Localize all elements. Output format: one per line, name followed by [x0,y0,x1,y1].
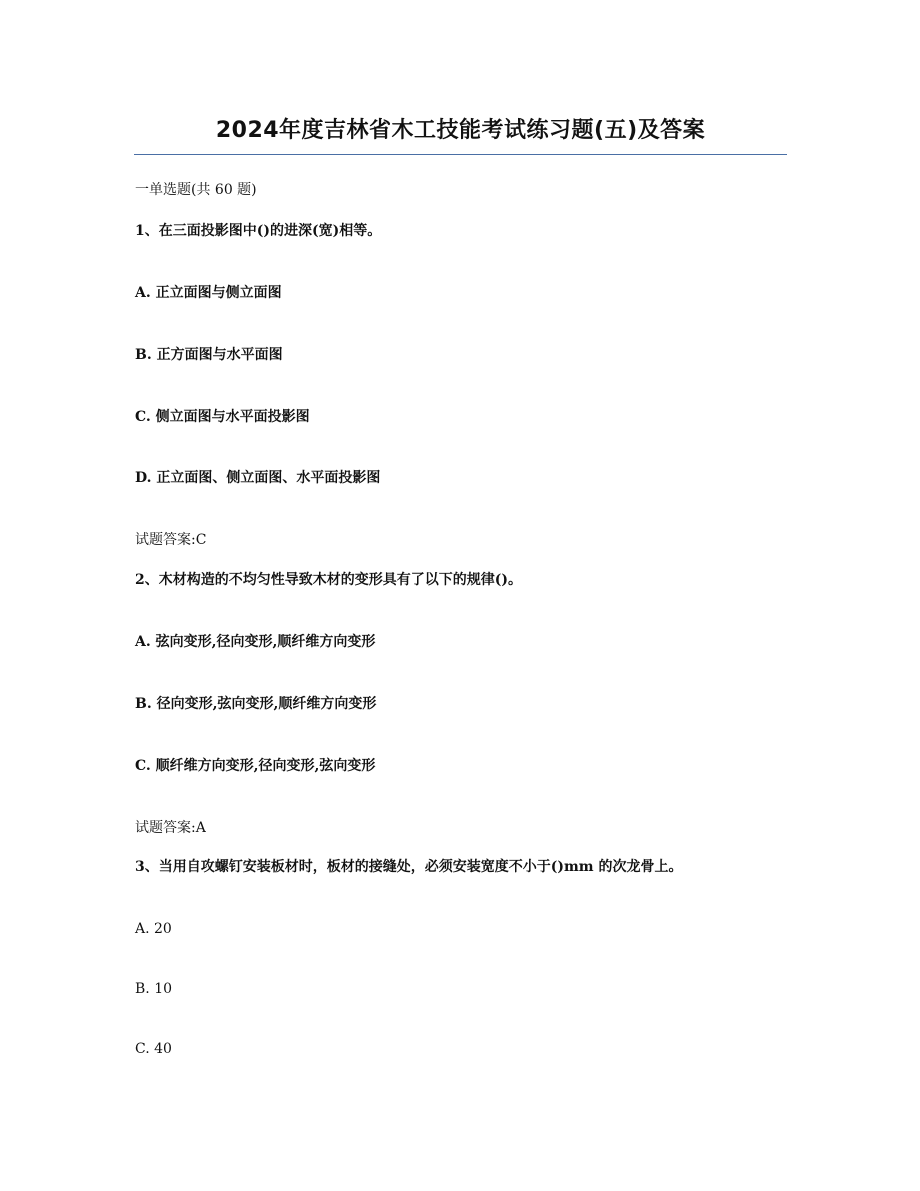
question-1-stem: 1、在三面投影图中()的进深(宽)相等。 [135,223,382,239]
question-1-answer: 试题答案:C [135,532,207,548]
question-3-option-a: A. 20 [135,921,172,937]
question-2-option-a: A. 弦向变形,径向变形,顺纤维方向变形 [135,634,376,650]
question-1-option-c: C. 侧立面图与水平面投影图 [135,409,310,425]
title-divider [134,154,787,155]
question-1-option-b: B. 正方面图与水平面图 [135,347,283,363]
question-2-stem: 2、木材构造的不均匀性导致木材的变形具有了以下的规律()。 [135,572,522,588]
question-2-answer: 试题答案:A [135,820,206,836]
document-title: 2024年度吉林省木工技能考试练习题(五)及答案 [215,118,706,143]
question-3-stem: 3、当用自攻螺钉安装板材时，板材的接缝处，必须安装宽度不小于()mm 的次龙骨上。 [135,859,683,875]
question-3-option-c: C. 40 [135,1041,172,1057]
question-1-option-d: D. 正立面图、侧立面图、水平面投影图 [135,470,381,486]
question-1-option-a: A. 正立面图与侧立面图 [135,285,282,301]
question-3-option-b: B. 10 [135,981,173,997]
question-2-option-b: B. 径向变形,弦向变形,顺纤维方向变形 [135,696,377,712]
question-2-option-c: C. 顺纤维方向变形,径向变形,弦向变形 [135,758,376,774]
section-header: 一单选题(共 60 题) [135,182,257,198]
